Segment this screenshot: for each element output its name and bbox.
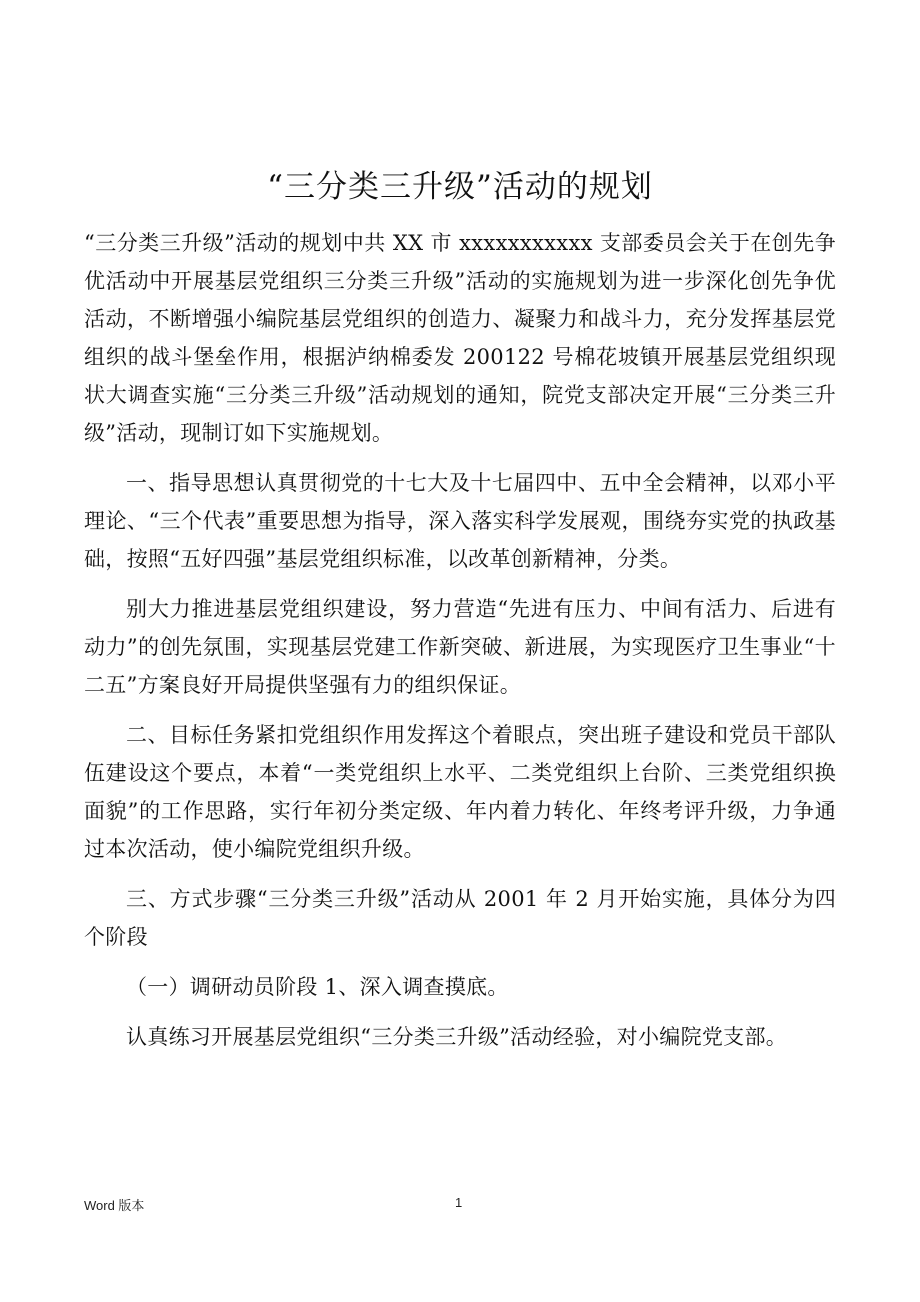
- paragraph-intro: “三分类三升级”活动的规划中共 XX 市 xxxxxxxxxxx 支部委员会关于在创先争优活动中开展基层党组织三分类三升级”活动的实施规划为进一步深化创先争优活动，不断增强小编院基层党组织的创造力、凝聚力和战斗力，充分发挥基层党组织的战斗堡垒作用，根据泸纳棉委发 200122 号棉花坡镇开展基层党组织现状大调查实施“三分类三升级”活动规划的通知，院党支部决定开展“三分类三升级”活动，现制订如下实施规划。: [84, 231, 836, 445]
- paragraph-practice: 认真练习开展基层党组织“三分类三升级”活动经验，对小编院党支部。: [126, 1025, 788, 1049]
- document-title: “三分类三升级”活动的规划: [267, 168, 653, 205]
- paragraph-party-building: 别大力推进基层党组织建设，努力营造“先进有压力、中间有活力、后进有动力”的创先氛围，实现基层党建工作新突破、新进展，为实现医疗卫生事业“十二五”方案良好开局提供坚强有力的组织保证。: [84, 597, 836, 697]
- paragraph-guiding-ideology: 一、指导思想认真贯彻党的十七大及十七届四中、五中全会精神，以邓小平理论、“三个代表”重要思想为指导，深入落实科学发展观，围绕夯实党的执政基础，按照“五好四强”基层党组织标准，以改革创新精神，分类。: [84, 471, 836, 571]
- footer-page-number: 1: [455, 1195, 463, 1210]
- paragraph-stage-one: （一）调研动员阶段 1、深入调查摸底。: [126, 975, 509, 999]
- paragraph-goals: 二、目标任务紧扣党组织作用发挥这个着眼点，突出班子建设和党员干部队伍建设这个要点，本着“一类党组织上水平、二类党组织上台阶、三类党组织换面貌”的工作思路，实行年初分类定级、年内着力转化、年终考评升级，力争通过本次活动，使小编院党组织升级。: [84, 723, 836, 861]
- document-body: [84, 224, 836, 1056]
- paragraph-methods: 三、方式步骤“三分类三升级”活动从 2001 年 2 月开始实施，具体分为四个阶段: [84, 887, 836, 949]
- footer-version-label: Word 版本: [84, 1198, 145, 1213]
